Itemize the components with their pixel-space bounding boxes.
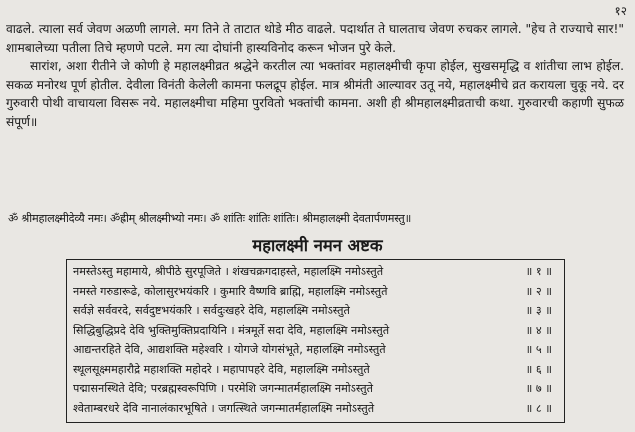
mantra-line: ॐ श्रीमहालक्ष्मीदेव्यै नमः। ॐह्रीम् श्रीलक्ष्मीभ्यो नमः। ॐ शांतिः शांतिः शांतिः। श्रीमहालक्ष्मी देवतार्पणमस्तु॥ bbox=[8, 212, 412, 225]
stotra-row bbox=[73, 399, 564, 419]
verse-number: ॥ ७ ॥ bbox=[525, 382, 552, 395]
stotra-title: महालक्ष्मी नमन अष्टक bbox=[252, 236, 383, 255]
page-number: १२ bbox=[614, 4, 627, 18]
stotra-text: श्वेताम्बरधरे देवि नानालंकारभूषिते । जगत्स्थिते जगन्मातर्महालक्ष्मि नमोऽस्तुते bbox=[73, 401, 375, 415]
stotra-text: आद्यन्तरहिते देवि, आद्यशक्ति महेश्वरि । योगजे योगसंभूते, महालक्ष्मि नमोऽस्तुते bbox=[73, 343, 386, 356]
verse-number: ॥ ४ ॥ bbox=[525, 323, 552, 337]
stotra-text: नमस्तेऽस्तु महामाये, श्रीपीठे सुरपूजिते । शंखचक्रगदाहस्ते, महालक्ष्मि नमोऽस्तुते bbox=[73, 265, 384, 278]
verse-number: ॥ ५ ॥ bbox=[525, 343, 552, 356]
stotra-row bbox=[73, 379, 564, 399]
stotra-row bbox=[73, 301, 564, 321]
stotra-text: स्थूलसूक्ष्ममहारौद्रे महाशक्ति महोदरे । महापापहरे देवि, महालक्ष्मि नमोऽस्तुते bbox=[73, 362, 370, 376]
stotra-row bbox=[73, 340, 564, 360]
paragraph: वाढले. त्याला सर्व जेवण अळणी लागले. मग तिने ते ताटात थोडे मीठ वाढले. पदार्थात ते घालताच जेवण रुचकर लागले. "हेच ते राज्याचे सार!" शामबालेच्या पतीला तिचे म्हणणे पटले. मग त्या दोघांनी हास्यविनोद करून भोजन पुरे केले. bbox=[6, 22, 624, 55]
verse-number: ॥ १ ॥ bbox=[525, 265, 552, 278]
verse-number: ॥ ३ ॥ bbox=[525, 304, 552, 317]
stotra-text: सिद्धिबुद्धिप्रदे देवि भुक्तिमुक्तिप्रदायिनि । मंत्रमूर्ते सदा देवि, महालक्ष्मि नमोऽस्तुते bbox=[73, 323, 390, 337]
stotra-text: सर्वज्ञे सर्ववरदे, सर्वदुष्टभयंकरि । सर्वदुःखहरे देवि, महालक्ष्मि नमोऽस्तुते bbox=[73, 304, 350, 317]
stotra-list bbox=[67, 260, 564, 418]
verse-number: ॥ ६ ॥ bbox=[525, 362, 552, 376]
story-text bbox=[6, 20, 624, 132]
stotra-text: पद्मासनस्थिते देवि; परब्रह्मस्वरूपिणि । परमेशि जगन्मातर्महालक्ष्मि नमोऽस्तुते bbox=[73, 382, 374, 395]
stotra-row bbox=[73, 262, 564, 282]
stotra-row bbox=[73, 360, 564, 380]
stotra-row bbox=[73, 321, 564, 341]
verse-number: ॥ ८ ॥ bbox=[525, 401, 552, 415]
paragraph: सारांश, अशा रीतीने जे कोणी हे महालक्ष्मीव्रत श्रद्धेने करतील त्या भक्तांवर महालक्ष्मीची कृपा होईल, सुखसमृद्धि व शांतीचा लाभ होईल. सकळ मनोरथ पूर्ण होतील. देवीला विनंती केलेली कामना फलद्रूप होईल. मात्र श्रीमंती आल्यावर उतू नये, महालक्ष्मीचे व्रत करायला चुकू नये. दर गुरुवारी पोथी वाचायला विसरू नये. महालक्ष्मीचा महिमा पुरवितो भक्तांची कामना. अशी ही श्रीमहालक्ष्मीव्रताची कथा. गुरुवारची कहाणी सुफळ संपूर्ण॥ bbox=[6, 59, 624, 129]
stotra-box bbox=[66, 259, 565, 423]
stotra-text: नमस्ते गरुडारूढे, कोलासुरभयंकरि । कुमारि वैष्णवि ब्राह्मि, महालक्ष्मि नमोऽस्तुते bbox=[73, 284, 388, 298]
stotra-row bbox=[73, 282, 564, 302]
verse-number: ॥ २ ॥ bbox=[525, 284, 552, 298]
